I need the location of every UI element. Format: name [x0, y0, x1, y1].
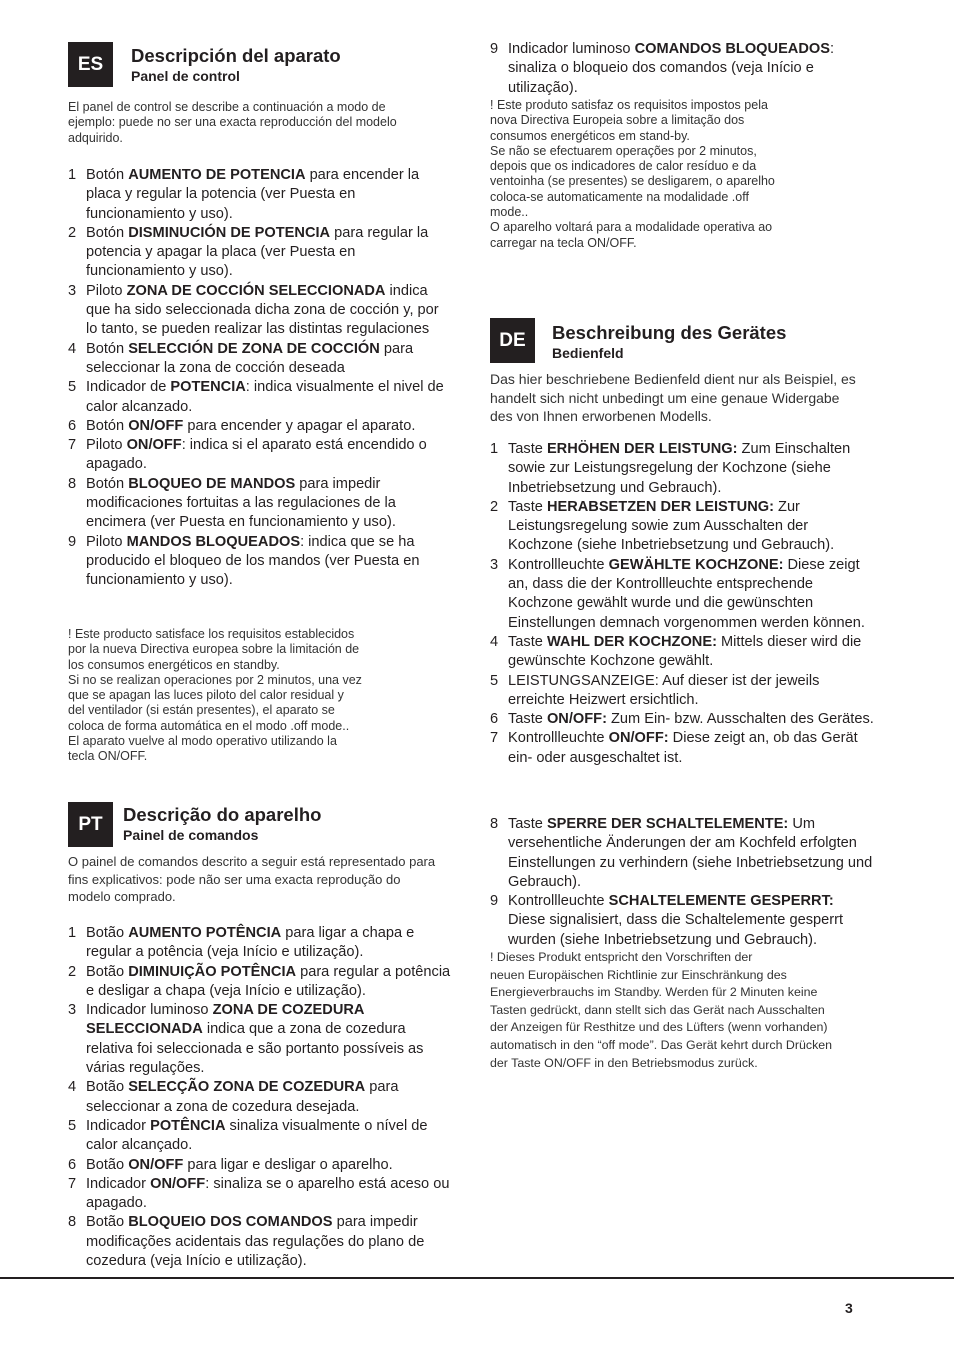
note-line: Se não se efectuarem operações por 2 minutos, [490, 143, 757, 158]
item-number: 1 [68, 167, 77, 183]
item-description: Zum Ein- bzw. Ausschalten des Gerätes. [606, 711, 874, 728]
intro-de: Das hier beschriebene Bedienfeld dient nur als Beispiel, es handelt sich nicht unbedingt um eine genaue Widergabe des von Ihnen erworbenen Modells. [490, 371, 856, 424]
note-line: coloca de forma automática en el modo .off mode.. [68, 718, 350, 733]
note-line: tecla ON/OFF. [68, 749, 148, 764]
language-badge-de: DE [490, 318, 535, 363]
item-keyword: GEWÄHLTE KOCHZONE: [608, 556, 784, 573]
item-description: Diese signalisiert, dass die Schaltelemente gesperrt wurden (siehe Inbetriebsetzung und Gebrauch). [508, 912, 844, 948]
item-text: Taste [508, 633, 547, 650]
item-text: Indicador luminoso [86, 1002, 213, 1019]
footer-rule [0, 1277, 954, 1279]
item-list-pt-continued [490, 40, 875, 98]
item-number: 8 [68, 1214, 77, 1231]
list-item [68, 1175, 453, 1214]
note-line: nova Directiva Europeia sobre a limitação dos [490, 113, 745, 128]
item-text: Piloto [86, 533, 127, 550]
item-keyword: MANDOS BLOQUEADOS [126, 533, 301, 550]
item-keyword: SCHALTELEMENTE GESPERRT: [608, 893, 834, 910]
section-subtitle-es: Panel de control [131, 68, 240, 84]
item-text: Taste [508, 816, 547, 832]
item-keyword: BLOQUEO DE MANDOS [128, 475, 296, 492]
note-line: Tasten gedrückt, dann stellt sich das Gerät nach Ausschalten [490, 1002, 825, 1017]
intro-es: El panel de control se describe a continuación a modo de ejemplo: puede no ser una exacta reproducción del modelo adquirido. [68, 100, 397, 145]
list-item [68, 436, 453, 475]
item-description: : indica que se ha producido el bloqueo de los mandos (ver Puesta en funcionamiento y uso). [86, 533, 420, 589]
list-item [68, 1078, 453, 1117]
section-header-de [552, 322, 786, 362]
note-line: del ventilador (si están presentes), el aparato se [68, 703, 335, 718]
item-keyword: ON/OFF: [546, 711, 607, 728]
item-description: para ligar a chapa e regular a potência (veja Início e utilização). [86, 925, 415, 961]
item-text: Botón [86, 417, 129, 434]
item-description: sinaliza visualmente o nível de calor alcançado. [86, 1117, 428, 1154]
note-de [490, 949, 875, 1072]
item-text: Kontrollleuchte [508, 730, 609, 747]
note-es [68, 627, 453, 765]
item-text: Piloto [86, 437, 127, 454]
item-number: 4 [68, 340, 77, 357]
item-keyword: POTÊNCIA [150, 1117, 226, 1134]
item-keyword: WAHL DER KOCHZONE: [546, 633, 717, 650]
item-number: 5 [68, 379, 77, 396]
item-description: Zur Leistungsregelung sowie zum Ausschalten der Kochzone (siehe Inbetriebsetzung und Gebrauch). [508, 498, 835, 554]
page-number: 3 [845, 1300, 853, 1316]
item-keyword: DISMINUCIÓN DE POTENCIA [128, 224, 331, 241]
item-description: : sinaliza o bloqueio dos comandos (veja Início e utilização). [508, 41, 835, 96]
item-description: para ligar e desligar o aparelho. [183, 1156, 393, 1173]
item-number: 4 [490, 633, 499, 650]
item-number: 4 [68, 1079, 77, 1096]
note-line: der Taste ON/OFF in den Betriebsmodus zurück. [490, 1055, 758, 1070]
list-item [490, 556, 875, 633]
item-number: 7 [490, 730, 499, 747]
list-item [490, 672, 875, 711]
item-text: Botão [86, 1214, 129, 1231]
section-title-es: Descripción del aparato [131, 45, 341, 66]
item-keyword: ON/OFF [150, 1175, 206, 1192]
item-number: 9 [68, 533, 77, 550]
item-description: para encender la placa y regular la potencia (ver Puesta en funcionamiento y uso). [86, 167, 420, 222]
note-line: depois que os indicadores de calor resíduo e da [490, 159, 757, 174]
note-line: Energieverbrauchs im Standby. Werden für 2 Minuten keine [490, 985, 818, 1000]
item-list-es [68, 166, 453, 591]
list-item [68, 340, 453, 379]
item-text: Kontrollleuchte [508, 556, 609, 573]
item-text: Indicador luminoso [508, 41, 635, 57]
item-description: para regular a potência e desligar a chapa (veja Início e utilização). [86, 963, 451, 999]
list-item [68, 378, 453, 417]
item-text: Botão [86, 1156, 129, 1173]
section-title-de: Beschreibung des Gerätes [552, 322, 787, 343]
item-keyword: ERHÖHEN DER LEISTUNG: [546, 441, 738, 457]
item-keyword: SELECCIÓN DE ZONA DE COCCIÓN [128, 340, 380, 357]
note-line: que se apagan las luces piloto del calor residual y [68, 688, 344, 703]
list-item [68, 166, 453, 224]
item-text: Indicador [86, 1175, 151, 1192]
item-number: 5 [68, 1117, 77, 1134]
item-description: indica que ha sido seleccionada dicha zona de cocción y, por lo tanto, se pueden realizar las distintas regulaciones [86, 282, 439, 338]
list-item [490, 440, 875, 498]
item-description: : indica si el aparato está encendido o apagado. [86, 437, 427, 473]
item-keyword: ON/OFF [126, 437, 182, 454]
note-line: ventoinha (se presentes) se desligarem, o aparelho [490, 174, 775, 189]
item-number: 3 [68, 1002, 77, 1019]
note-line: mode.. [490, 205, 529, 220]
item-keyword: SELECÇÃO ZONA DE COZEDURA [128, 1079, 366, 1096]
item-description: para impedir modificaciones fortuitas a las regulaciones de la encimera (ver Puesta en funcionamiento y uso). [86, 475, 396, 531]
item-list-pt [68, 924, 453, 1271]
note-line: ! Este produto satisfaz os requisitos impostos pela [490, 98, 768, 112]
list-item [68, 224, 453, 282]
item-text: Botón [86, 340, 129, 357]
item-text: Indicador [86, 1117, 151, 1134]
list-item [68, 417, 453, 436]
item-number: 8 [490, 816, 499, 832]
item-keyword: COMANDOS BLOQUEADOS [634, 41, 830, 57]
note-line: neuen Europäischen Richtlinie zur Einschränkung des [490, 967, 787, 982]
item-description: para impedir modificações acidentais das regulações do plano de cozedura (veja Início e utilização). [86, 1214, 425, 1270]
list-item [68, 475, 453, 533]
note-line: por la nueva Directiva europea sobre la limitación de [68, 642, 360, 657]
item-number: 7 [68, 1175, 77, 1192]
item-description: para regular la potencia y apagar la placa (ver Puesta en funcionamiento y uso). [86, 224, 429, 280]
item-keyword: ON/OFF [128, 1156, 184, 1173]
item-text: Taste [508, 711, 547, 728]
note-line: coloca-se automaticamente na modalidade .off [490, 189, 749, 204]
item-keyword: BLOQUEIO DOS COMANDOS [128, 1214, 333, 1231]
item-number: 2 [68, 224, 77, 241]
item-text: Taste [508, 498, 547, 515]
note-line: automatisch in den “off mode”. Das Gerät kehrt durch Drücken [490, 1037, 833, 1052]
item-keyword: ZONA DE COCCIÓN SELECCIONADA [126, 282, 386, 299]
item-text: Kontrollleuchte [508, 893, 609, 910]
item-keyword: HERABSETZEN DER LEISTUNG: [546, 498, 774, 515]
item-description: Mittels dieser wird die gewünschte Kochzone gewählt. [508, 633, 862, 670]
item-number: 2 [68, 963, 77, 980]
list-item [490, 815, 875, 892]
item-description: para seleccionar a zona de cozedura desejada. [86, 1079, 399, 1115]
section-header-es [131, 45, 341, 85]
note-line: ! Este producto satisface los requisitos establecidos [68, 627, 355, 641]
item-description: : sinaliza se o aparelho está aceso ou apagado. [86, 1175, 450, 1212]
item-description: indica que a zona de cozedura relativa foi seleccionada e são portanto possíveis as várias regulações. [86, 1021, 424, 1077]
item-text: LEISTUNGSANZEIGE: Auf dieser ist der jeweils erreichte Heizwert ersichtlich. [508, 672, 820, 708]
list-item [490, 633, 875, 672]
section-subtitle-pt: Painel de comandos [123, 827, 259, 843]
note-line: El aparato vuelve al modo operativo utilizando la [68, 734, 337, 749]
section-header-pt [123, 804, 321, 844]
item-number: 3 [68, 282, 77, 299]
item-keyword: DIMINUIÇÃO POTÊNCIA [128, 963, 297, 980]
item-text: Taste [508, 441, 547, 457]
item-number: 9 [490, 893, 499, 910]
item-text: Indicador de [86, 379, 171, 396]
note-line: ! Dieses Produkt entspricht den Vorschriften der [490, 950, 753, 964]
item-number: 6 [68, 1156, 77, 1173]
item-number: 1 [68, 925, 77, 941]
item-keyword: ON/OFF [128, 417, 184, 434]
item-number: 8 [68, 475, 77, 492]
item-list-de [490, 440, 875, 768]
note-line: O aparelho voltará para a modalidade operativa ao [490, 220, 773, 235]
item-keyword: ON/OFF: [608, 730, 669, 747]
item-number: 2 [490, 498, 499, 515]
item-text: Botão [86, 1079, 129, 1096]
note-line: der Anzeigen für Resthitze und des Lüfters (wenn vorhanden) [490, 1020, 828, 1035]
list-item [68, 282, 453, 340]
note-line: consumos energéticos em stand-by. [490, 128, 690, 143]
item-description: para seleccionar la zona de cocción deseada [86, 340, 414, 376]
language-badge-pt: PT [68, 802, 113, 847]
list-item [68, 1001, 453, 1078]
item-number: 1 [490, 441, 499, 457]
item-description: Diese zeigt an, ob das Gerät ein- oder ausgeschaltet ist. [508, 730, 858, 766]
item-text: Piloto [86, 282, 127, 299]
item-description: Um versehentliche Änderungen der am Kochfeld erfolgten Einstellungen zu verhindern (siehe Inbetriebsetzung und Gebrauch). [508, 816, 873, 890]
list-item [68, 1117, 453, 1156]
item-description: Zum Einschalten sowie zur Leistungsregelung der Kochzone (siehe Inbetriebsetzung und Gebrauch). [508, 441, 851, 496]
item-description: Diese zeigt an, dass die der Kontrollleuchte entsprechende Kochzone gewählt wurde und die gewünschten Einstellungen demnach vorgenommen werden können. [508, 556, 865, 631]
item-description: : indica visualmente el nivel de calor alcanzado. [86, 379, 444, 415]
list-item [68, 1213, 453, 1271]
list-item [490, 40, 875, 98]
language-badge-es: ES [68, 42, 113, 87]
item-list-de-continued [490, 815, 875, 950]
item-keyword: ZONA DE COZEDURA SELECCIONADA [86, 1002, 364, 1038]
item-text: Botón [86, 475, 129, 492]
item-number: 9 [490, 41, 499, 57]
note-line: Si no se realizan operaciones por 2 minutos, una vez [68, 672, 362, 687]
list-item [490, 729, 875, 768]
item-keyword: AUMENTO POTÊNCIA [128, 925, 282, 941]
item-number: 5 [490, 672, 499, 689]
item-text: Botón [86, 167, 129, 183]
item-number: 6 [68, 417, 77, 434]
note-line: carregar na tecla ON/OFF. [490, 235, 637, 250]
item-keyword: AUMENTO DE POTENCIA [128, 167, 306, 183]
item-number: 3 [490, 556, 499, 573]
list-item [490, 710, 875, 729]
item-number: 7 [68, 437, 77, 454]
item-text: Botão [86, 925, 129, 941]
section-subtitle-de: Bedienfeld [552, 345, 624, 361]
note-line: los consumos energéticos en standby. [68, 657, 280, 672]
item-text: Botón [86, 224, 129, 241]
list-item [68, 1156, 453, 1175]
note-pt [490, 98, 875, 251]
item-description: para encender y apagar el aparato. [183, 417, 416, 434]
section-title-pt: Descrição do aparelho [123, 804, 322, 825]
list-item [68, 963, 453, 1002]
item-keyword: POTENCIA [170, 379, 246, 396]
list-item [490, 892, 875, 950]
item-keyword: SPERRE DER SCHALTELEMENTE: [546, 816, 789, 832]
item-text: Botão [86, 963, 129, 980]
intro-pt: O painel de comandos descrito a seguir está representado para fins explicativos: pode não ser uma exacta reprodução do modelo comprado. [68, 854, 436, 904]
list-item [68, 533, 453, 591]
item-number: 6 [490, 711, 499, 728]
list-item [68, 924, 453, 963]
list-item [490, 498, 875, 556]
